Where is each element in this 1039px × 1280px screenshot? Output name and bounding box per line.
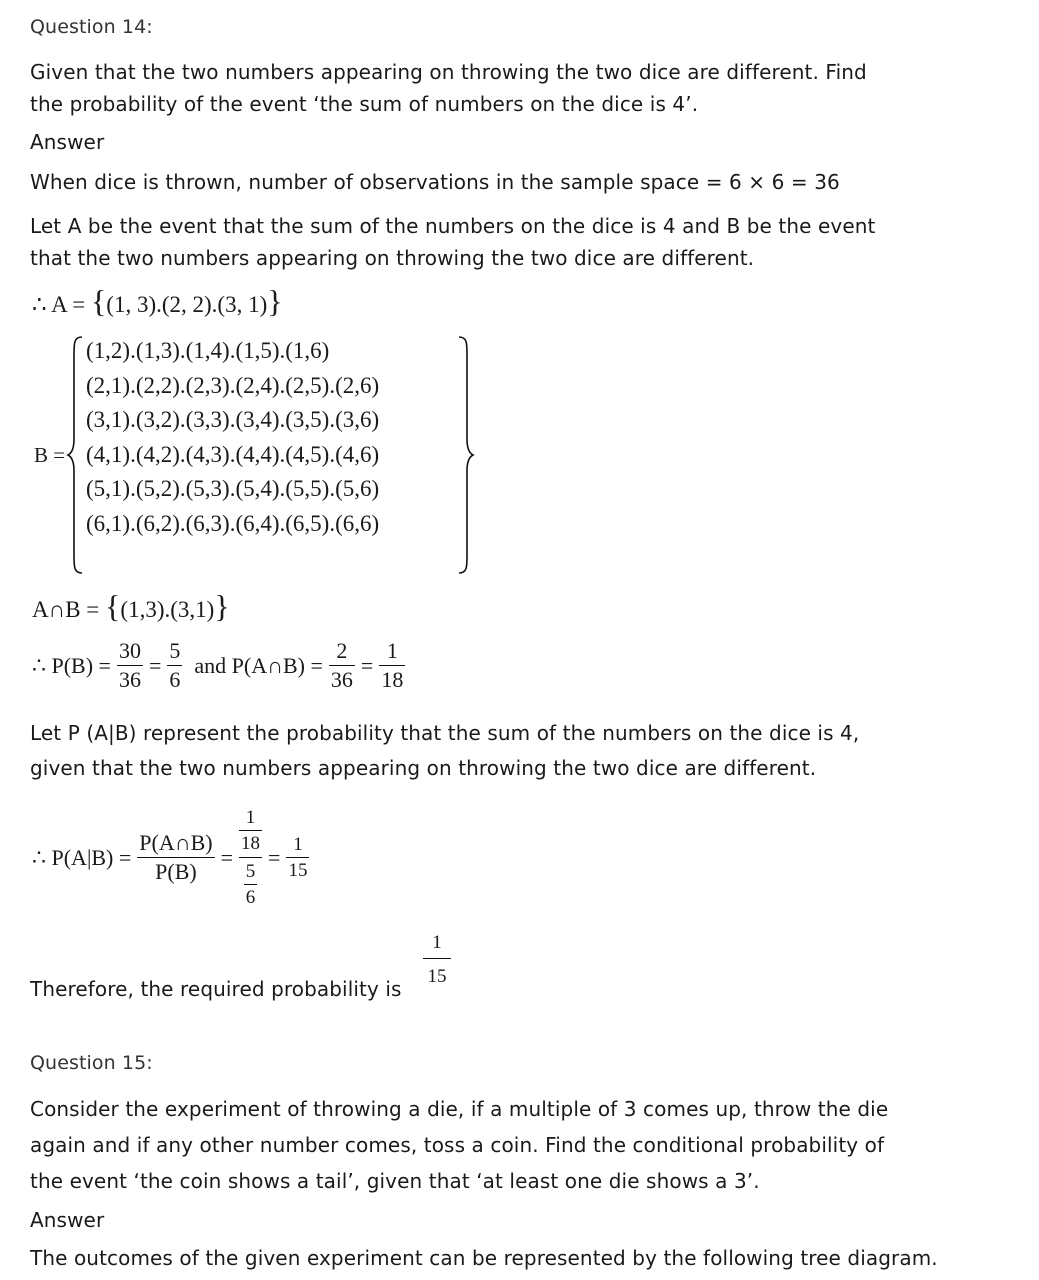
set-a-expression	[32, 283, 283, 320]
equals-sign: =	[148, 652, 162, 678]
pb-frac1-den: 36	[118, 667, 141, 692]
fraction-bar	[137, 857, 214, 858]
and-text: and P(A∩B) =	[194, 652, 323, 678]
final-den: 15	[427, 966, 447, 987]
question-15-text-line3: the event ‘the coin shows a tail’, given that ‘at least one die shows a 3’.	[30, 1169, 760, 1193]
pb-frac1-num: 30	[118, 638, 141, 663]
tree-diagram-intro: The outcomes of the given experiment can be represented by the following tree diagram.	[30, 1246, 938, 1270]
question-15-title: Question 15:	[30, 1052, 153, 1074]
pb-prefix: ∴ P(B) =	[32, 652, 111, 678]
pab-frac2-num: 1	[386, 638, 398, 663]
pagb-prefix: ∴ P(A|B) =	[32, 844, 132, 870]
fraction-5-6	[167, 640, 182, 691]
fraction-bar	[244, 884, 258, 885]
inner-bottom-num: 5	[245, 861, 256, 882]
event-definition-line1: Let A be the event that the sum of the numbers on the dice is 4 and B be the event	[30, 214, 876, 238]
question-15-text-line2: again and if any other number comes, toss a coin. Find the conditional probability of	[30, 1133, 885, 1157]
sample-space-line: When dice is thrown, number of observations in the sample space = 6 × 6 = 36	[30, 170, 840, 194]
pab-frac1-den: 36	[330, 667, 353, 692]
conditional-line1: Let P (A|B) represent the probability that the sum of the numbers on the dice is 4,	[30, 721, 860, 745]
pab-frac2-den: 18	[381, 667, 404, 692]
fraction-5-6-inner	[244, 862, 258, 907]
right-brace-icon: }	[267, 283, 283, 319]
answer-label: Answer	[30, 1208, 105, 1232]
fraction-1-15	[286, 835, 309, 880]
question-14-text-line2: the probability of the event ‘the sum of numbers on the dice is 4’.	[30, 92, 699, 116]
left-brace-icon: {	[90, 283, 107, 319]
set-b-row: (3,1).(3,2).(3,3).(3,4).(3,5).(3,6)	[86, 407, 380, 432]
set-b-label: B =	[34, 443, 66, 467]
fraction-bar	[239, 830, 262, 831]
final-answer-fraction	[423, 933, 451, 986]
equals-sign: =	[220, 844, 234, 870]
set-b-row: (6,1).(6,2).(6,3).(6,4).(6,5).(6,6)	[86, 510, 380, 536]
event-definition-line2: that the two numbers appearing on throwing the two dice are different.	[30, 246, 755, 270]
therefore-text: Therefore, the required probability is	[30, 977, 402, 1001]
fraction-bar	[167, 665, 182, 666]
set-b-row: (5,1).(5,2).(5,3).(5,4).(5,5).(5,6)	[86, 476, 380, 501]
equals-sign: =	[268, 844, 281, 870]
answer-label: Answer	[30, 130, 105, 154]
fraction-pab-over-pb	[137, 832, 214, 883]
fraction-30-36	[117, 640, 143, 691]
inner-top-den: 18	[241, 833, 261, 854]
set-a-body: (1, 3).(2, 2).(3, 1)	[106, 292, 268, 317]
main-fraction-bar	[239, 857, 262, 858]
conditional-line2: given that the two numbers appearing on throwing the two dice are different.	[30, 756, 817, 780]
pagb-num: P(A∩B)	[139, 830, 213, 855]
question-15-text-line1: Consider the experiment of throwing a die, if a multiple of 3 comes up, throw the die	[30, 1097, 889, 1121]
fraction-bar	[117, 665, 143, 666]
question-14-text-line1: Given that the two numbers appearing on throwing the two dice are different. Find	[30, 60, 867, 84]
inner-bottom-den: 6	[245, 887, 256, 908]
set-a-prefix: ∴ A =	[32, 292, 86, 317]
pb-frac2-den: 6	[169, 667, 181, 692]
final-num: 1	[432, 932, 442, 953]
pagb-den: P(B)	[155, 859, 197, 884]
left-brace-icon: {	[105, 588, 121, 624]
set-b-row: (4,1).(4,2).(4,3).(4,4).(4,5).(4,6)	[86, 441, 380, 467]
set-b-left-brace-icon	[68, 335, 88, 575]
equals-sign: =	[360, 652, 374, 678]
question-14-title: Question 14:	[30, 16, 153, 38]
set-b-row: (2,1).(2,2).(2,3).(2,4).(2,5).(2,6)	[86, 372, 380, 398]
set-b-matrix	[86, 334, 379, 541]
set-b-row: (1,2).(1,3).(1,4).(1,5).(1,6)	[86, 338, 330, 363]
right-brace-icon: }	[214, 588, 230, 624]
result-den: 15	[288, 860, 308, 881]
intersection-prefix: A∩B =	[32, 597, 100, 622]
conditional-probability-equation	[32, 790, 309, 925]
intersection-body: (1,3).(3,1)	[120, 597, 215, 622]
pb-frac2-num: 5	[169, 638, 181, 663]
compound-fraction	[239, 808, 262, 907]
fraction-1-18-inner	[239, 808, 262, 853]
result-num: 1	[293, 834, 303, 855]
inner-top-num: 1	[245, 807, 256, 828]
therefore-line	[30, 977, 402, 1001]
fraction-1-18	[379, 640, 405, 691]
fraction-bar	[423, 958, 451, 959]
set-b-right-brace-icon	[455, 335, 475, 575]
probability-line	[32, 640, 405, 691]
pab-frac1-num: 2	[336, 638, 348, 663]
fraction-2-36	[329, 640, 355, 691]
fraction-bar	[286, 857, 309, 858]
fraction-bar	[329, 665, 355, 666]
fraction-bar	[379, 665, 405, 666]
intersection-expression	[32, 588, 230, 625]
